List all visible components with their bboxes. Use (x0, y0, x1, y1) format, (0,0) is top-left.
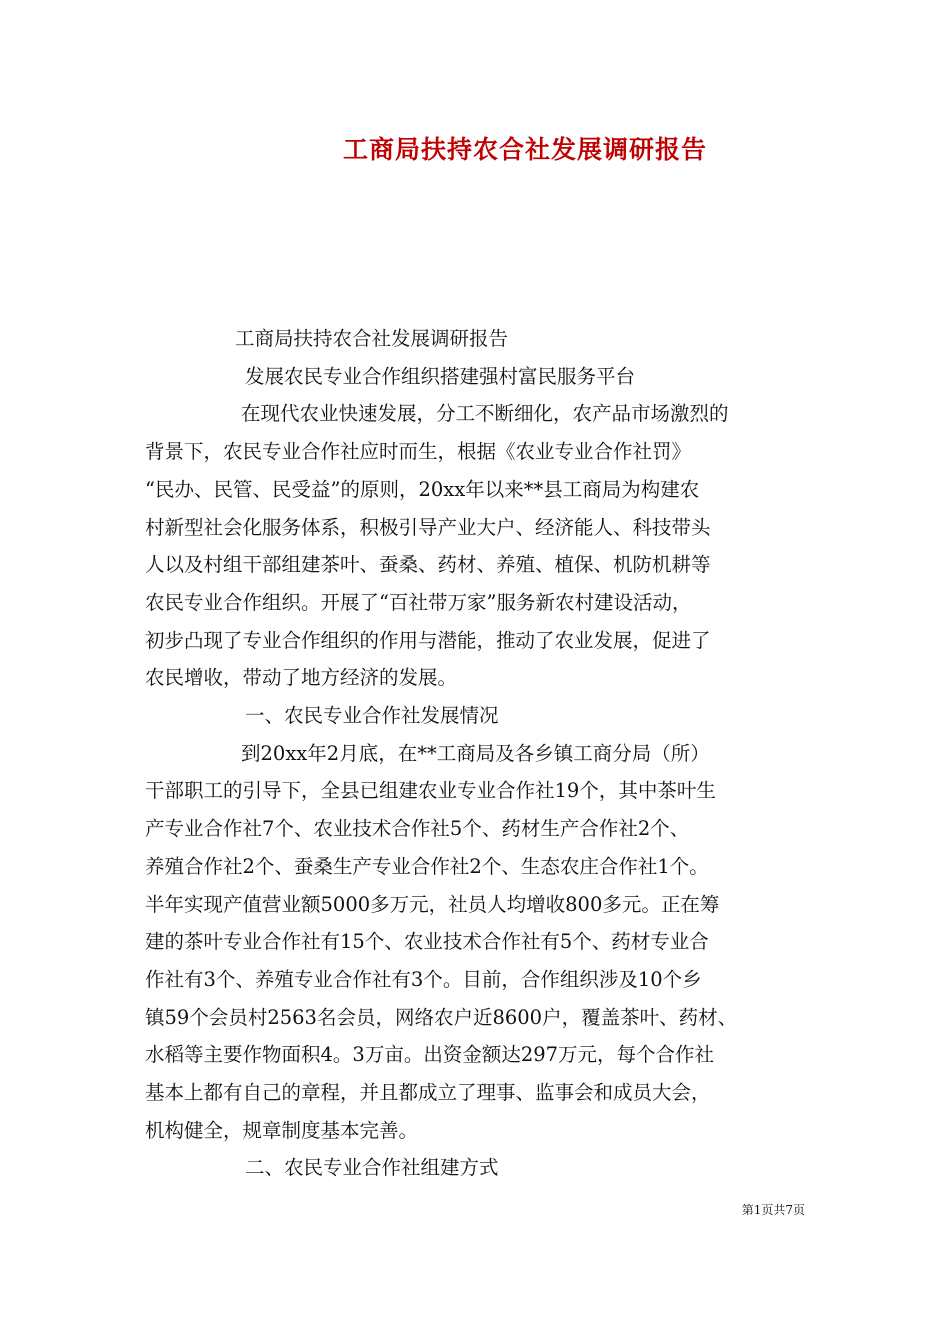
text-line: 人以及村组干部组建茶叶、蚕桑、药材、养殖、植保、机防机耕等 (145, 553, 711, 577)
text-line: 半年实现产值营业额5000多万元，社员人均增收800多元。正在筹 (145, 892, 720, 916)
text-line: 工商局扶持农合社发展调研报告 (235, 327, 509, 350)
text-line: 镇59个会员村2563名会员，网络农户近8600户，覆盖茶叶、药材、 (145, 1005, 738, 1029)
text-line: 作社有3个、养殖专业合作社有3个。目前，合作组织涉及10个乡 (145, 967, 702, 991)
text-line: 背景下，农民专业合作社应时而生，根据《农业专业合作社罚》 (145, 440, 692, 464)
text-line: 一、农民专业合作社发展情况 (245, 704, 499, 728)
text-line: 干部职工的引导下，全县已组建农业专业合作社19个，其中茶叶生 (145, 779, 716, 803)
text-line: 农民专业合作组织。开展了“百社带万家”服务新农村建设活动， (145, 590, 692, 614)
text-line: 初步凸现了专业合作组织的作用与潜能，推动了农业发展，促进了 (145, 628, 711, 652)
text-line: 到20xx年2月底，在**工商局及各乡镇工商分局（所） (241, 741, 710, 765)
text-line: 基本上都有自己的章程，并且都成立了理事、监事会和成员大会， (145, 1081, 711, 1105)
text-line: 水稻等主要作物面积4。3万亩。出资金额达297万元，每个合作社 (145, 1043, 715, 1067)
page-footer: 第1页共7页 (741, 1203, 805, 1217)
text-line: 建的茶叶专业合作社有15个、农业技术合作社有5个、药材专业合 (145, 930, 709, 954)
text-line: “民办、民管、民受益”的原则，20xx年以来**县工商局为构建农 (145, 477, 700, 501)
text-line: 产专业合作社7个、农业技术合作社5个、药材生产合作社2个、 (145, 817, 690, 841)
document-title: 工商局扶持农合社发展调研报告 (342, 135, 707, 164)
document-body (145, 320, 810, 1187)
text-line: 在现代农业快速发展，分工不断细化，农产品市场激烈的 (241, 402, 729, 426)
text-line: 发展农民专业合作组织搭建强村富民服务平台 (245, 364, 636, 388)
text-line: 村新型社会化服务体系，积极引导产业大户、经济能人、科技带头 (145, 515, 711, 539)
text-line: 二、农民专业合作社组建方式 (245, 1156, 499, 1180)
text-line: 农民增收，带动了地方经济的发展。 (145, 666, 458, 690)
text-line: 机构健全，规章制度基本完善。 (145, 1118, 419, 1142)
text-line: 养殖合作社2个、蚕桑生产专业合作社2个、生态农庄合作社1个。 (145, 854, 709, 878)
